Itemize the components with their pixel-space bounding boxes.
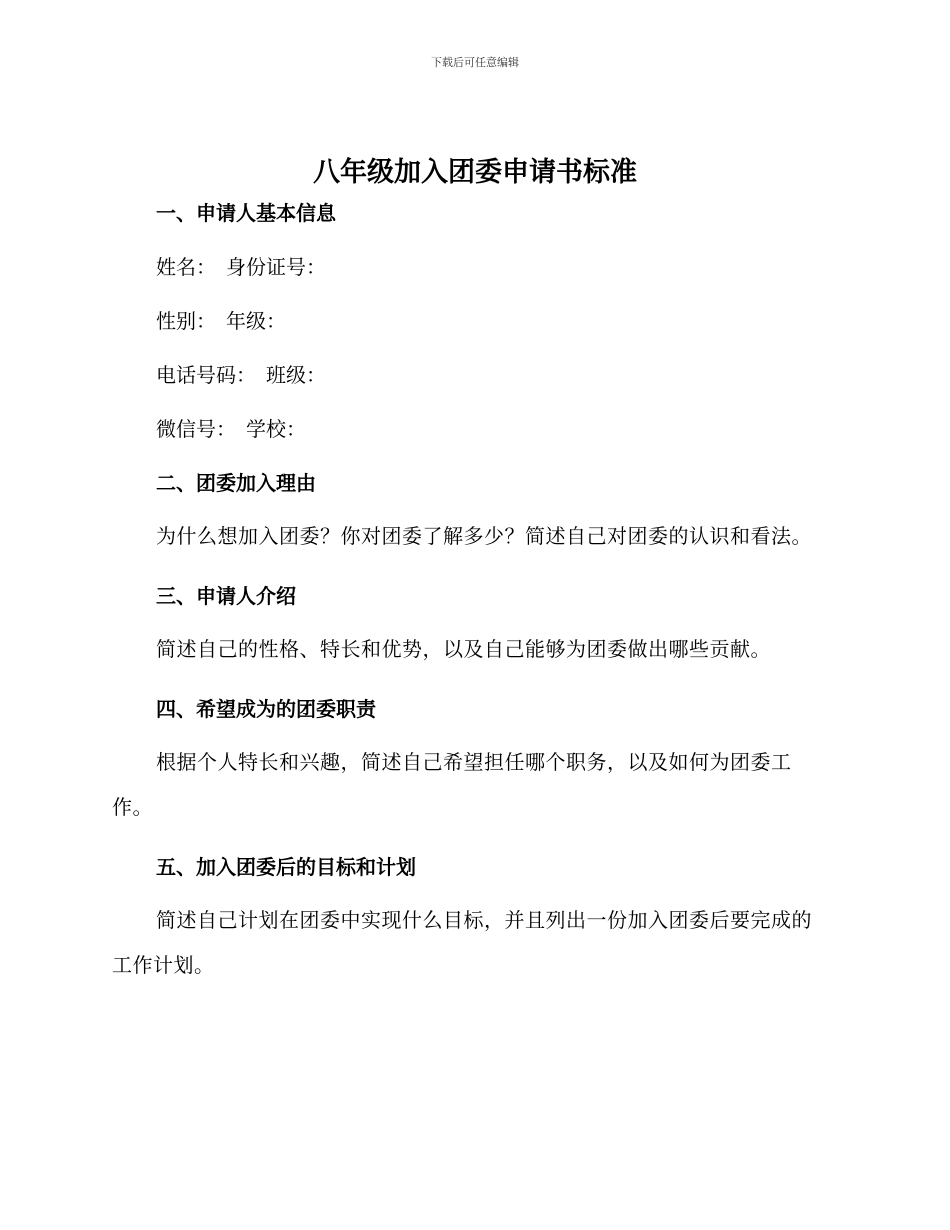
field-row-gender bbox=[112, 304, 832, 338]
header-note: 下载后可任意编辑 bbox=[431, 56, 519, 69]
section-text-reason: 为什么想加入团委？你对团委了解多少？简述自己对团委的认识和看法。 bbox=[156, 524, 812, 548]
section-heading-basic-info: 一、申请人基本信息 bbox=[156, 201, 336, 225]
field-row-phone bbox=[112, 358, 832, 392]
field-row-wechat bbox=[112, 412, 832, 446]
section-heading-goals: 五、加入团委后的目标和计划 bbox=[156, 855, 416, 879]
document-title: 八年级加入团委申请书标准 bbox=[313, 157, 637, 188]
field-label-school: 学校： bbox=[246, 417, 306, 441]
field-row-name bbox=[112, 250, 832, 284]
document-body bbox=[112, 196, 832, 988]
field-label-id-number: 身份证号： bbox=[226, 255, 326, 279]
section-heading-role: 四、希望成为的团委职责 bbox=[156, 697, 376, 721]
section-text-introduction: 简述自己的性格、特长和优势，以及自己能够为团委做出哪些贡献。 bbox=[156, 637, 771, 661]
field-label-class: 班级： bbox=[266, 363, 326, 387]
field-label-gender: 性别： bbox=[156, 309, 216, 333]
field-label-name: 姓名： bbox=[156, 255, 216, 279]
section-text-goals: 简述自己计划在团委中实现什么目标，并且列出一份加入团委后要完成的工作计划。 bbox=[112, 908, 812, 977]
section-text-role: 根据个人特长和兴趣，简述自己希望担任哪个职务，以及如何为团委工作。 bbox=[112, 750, 792, 819]
section-heading-reason: 二、团委加入理由 bbox=[156, 471, 316, 495]
section-heading-introduction: 三、申请人介绍 bbox=[156, 584, 296, 608]
field-label-grade: 年级： bbox=[226, 309, 286, 333]
field-label-wechat: 微信号： bbox=[156, 417, 236, 441]
field-label-phone: 电话号码： bbox=[156, 363, 256, 387]
